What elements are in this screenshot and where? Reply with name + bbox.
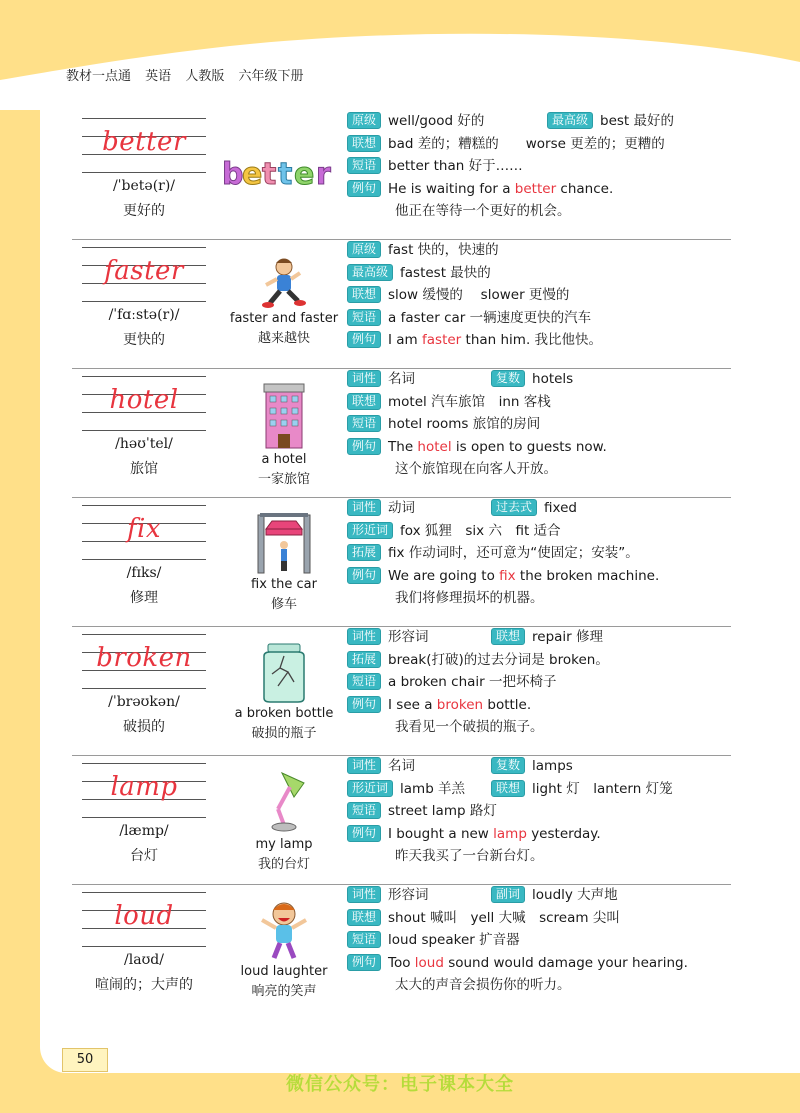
caption-en: fix the car xyxy=(251,577,317,592)
entry-meaning: 喧闹的；大声的 xyxy=(95,977,193,993)
entry-meaning: 修理 xyxy=(130,590,158,606)
example-row xyxy=(347,565,731,588)
image-caption xyxy=(212,962,356,1002)
entry-details xyxy=(347,110,731,223)
entry-meaning: 台灯 xyxy=(130,848,158,864)
detail-row xyxy=(347,520,731,543)
detail-text: well/good 好的 xyxy=(388,113,485,129)
car-lift-image xyxy=(220,511,348,575)
detail-row xyxy=(347,907,731,930)
entry-phonetic: /ˈbrəʊkən/ xyxy=(108,694,180,710)
tag-label: 词性 xyxy=(347,499,381,516)
entry-phonetic: /læmp/ xyxy=(119,823,169,839)
tag-label: 副词 xyxy=(491,886,525,903)
detail-row xyxy=(347,755,731,778)
translation-row: 昨天我买了一台新台灯。 xyxy=(395,848,544,865)
entry-details xyxy=(347,884,731,997)
detail-text: loudly 大声地 xyxy=(532,887,618,903)
tag-label: 复数 xyxy=(491,370,525,387)
example-text: I am xyxy=(388,332,423,349)
svg-text:t: t xyxy=(262,157,277,192)
tag-label: 例句 xyxy=(347,696,381,713)
laughing-child-image xyxy=(220,898,348,962)
header-grade: 六年级下册 xyxy=(238,69,304,84)
tag-label: 短语 xyxy=(347,309,381,326)
detail-row xyxy=(347,262,731,285)
highlight-word: better xyxy=(514,180,557,197)
detail-row xyxy=(347,133,731,156)
tag-label: 例句 xyxy=(347,180,381,197)
broken-bottle-image xyxy=(220,642,348,704)
tag-label: 例句 xyxy=(347,825,381,842)
example-text: than him. 我比他快。 xyxy=(461,332,603,349)
tag-label: 短语 xyxy=(347,673,381,690)
example-text: chance. xyxy=(556,180,614,197)
tag-label: 词性 xyxy=(347,370,381,387)
caption-zh: 响亮的笑声 xyxy=(251,984,317,999)
detail-row xyxy=(347,307,731,330)
detail-row xyxy=(347,778,731,801)
detail-text: street lamp 路灯 xyxy=(388,803,497,820)
detail-text: best 最好的 xyxy=(600,113,675,129)
translation-row: 太大的声音会损伤你的听力。 xyxy=(395,977,571,994)
tag-label: 联想 xyxy=(347,393,381,410)
entry-word: broken xyxy=(96,643,192,673)
example-row xyxy=(347,694,731,717)
detail-row xyxy=(347,626,731,649)
tag-label: 原级 xyxy=(347,241,381,258)
tag-label: 形近词 xyxy=(347,780,393,797)
entry-word: loud xyxy=(114,901,174,931)
tag-label: 短语 xyxy=(347,931,381,948)
better-letters-image xyxy=(220,128,348,196)
example-text: We are going to xyxy=(388,567,500,584)
translation-row: 这个旅馆现在向客人开放。 xyxy=(395,461,557,478)
tag-label: 联想 xyxy=(491,780,525,797)
tag-label: 短语 xyxy=(347,415,381,432)
caption-en: a hotel xyxy=(261,452,307,467)
detail-text: shout 喊叫 yell 大喊 scream 尖叫 xyxy=(388,909,620,926)
caption-en: my lamp xyxy=(255,837,313,852)
entry-word: faster xyxy=(104,256,184,286)
page-header xyxy=(0,0,800,110)
detail-text: a faster car 一辆速度更快的汽车 xyxy=(388,309,592,326)
page-number: 50 xyxy=(62,1048,108,1072)
tag-label: 词性 xyxy=(347,628,381,645)
detail-text: 形容词 xyxy=(388,887,429,903)
detail-row xyxy=(347,110,731,133)
tag-label: 原级 xyxy=(347,112,381,129)
entry-faster xyxy=(72,239,731,369)
caption-zh: 越来越快 xyxy=(257,331,310,346)
svg-text:r: r xyxy=(316,157,331,192)
detail-text: 名词 xyxy=(388,371,416,387)
watermark-text: 微信公众号：电子课本大全 xyxy=(286,1074,514,1095)
detail-text: fix 作动词时，还可意为“使固定；安装”。 xyxy=(388,545,639,562)
example-text: sound would damage your hearing. xyxy=(443,954,688,971)
entry-meaning: 更好的 xyxy=(123,203,165,219)
running-boy-image xyxy=(220,257,348,311)
entry-meaning: 更快的 xyxy=(123,332,165,348)
detail-text: fixed xyxy=(544,500,577,516)
tag-label: 拓展 xyxy=(347,544,381,561)
example-text: the broken machine. xyxy=(515,567,660,584)
detail-row xyxy=(347,497,731,520)
entry-details xyxy=(347,626,731,739)
detail-text: bad 差的；糟糕的 worse 更差的；更糟的 xyxy=(388,135,665,152)
entry-word: hotel xyxy=(109,385,179,415)
tag-label: 短语 xyxy=(347,157,381,174)
entry-phonetic: /ˈfɑːstə(r)/ xyxy=(108,307,180,323)
detail-text: fast 快的，快速的 xyxy=(388,242,499,258)
tag-label: 短语 xyxy=(347,802,381,819)
caption-zh: 一家旅馆 xyxy=(257,472,310,487)
caption-en: loud laughter xyxy=(240,964,328,979)
svg-text:e: e xyxy=(242,157,263,192)
detail-text: repair 修理 xyxy=(532,629,604,645)
hotel-building-image xyxy=(220,380,348,450)
detail-text: lamb 羊羔 xyxy=(400,780,466,797)
tag-label: 联想 xyxy=(347,135,381,152)
example-row xyxy=(347,436,731,459)
entry-hotel xyxy=(72,368,731,498)
page-margin xyxy=(0,0,40,1113)
caption-zh: 我的台灯 xyxy=(257,857,310,872)
translation-row: 他正在等待一个更好的机会。 xyxy=(395,203,571,220)
entry-details xyxy=(347,755,731,868)
header-subject: 英语 xyxy=(145,69,172,84)
entry-phonetic: /həʊˈtel/ xyxy=(115,436,173,452)
detail-text: motel 汽车旅馆 inn 客栈 xyxy=(388,393,551,410)
example-text: I see a xyxy=(388,696,437,713)
detail-text: 动词 xyxy=(388,500,416,516)
tag-label: 例句 xyxy=(347,331,381,348)
detail-row xyxy=(347,391,731,414)
detail-row xyxy=(347,413,731,436)
highlight-word: lamp xyxy=(493,825,527,842)
tag-label: 过去式 xyxy=(491,499,537,516)
detail-row xyxy=(347,884,731,907)
entry-word: fix xyxy=(126,514,162,544)
example-row xyxy=(347,823,731,846)
entry-details xyxy=(347,497,731,610)
highlight-word: fix xyxy=(499,567,516,584)
entry-meaning: 旅馆 xyxy=(130,461,158,477)
image-caption xyxy=(212,575,356,615)
tag-label: 词性 xyxy=(347,757,381,774)
detail-text: better than 好于…… xyxy=(388,158,523,175)
caption-en: faster and faster xyxy=(229,311,339,326)
highlight-word: hotel xyxy=(417,438,452,455)
detail-text: slow 缓慢的 slower 更慢的 xyxy=(388,287,570,304)
detail-row xyxy=(347,155,731,178)
detail-text: loud speaker 扩音器 xyxy=(388,932,520,949)
entry-phonetic: /ˈbetə(r)/ xyxy=(112,178,176,194)
example-text: Too xyxy=(388,954,415,971)
example-row xyxy=(347,329,731,352)
caption-zh: 修车 xyxy=(270,597,297,612)
translation-row: 我们将修理损坏的机器。 xyxy=(395,590,544,607)
entry-phonetic: /fɪks/ xyxy=(126,565,162,581)
entry-loud xyxy=(72,884,731,1013)
detail-row xyxy=(347,649,731,672)
tag-label: 形近词 xyxy=(347,522,393,539)
tag-label: 联想 xyxy=(491,628,525,645)
highlight-word: faster xyxy=(422,332,462,349)
detail-text: 形容词 xyxy=(388,629,429,645)
entry-details xyxy=(347,239,731,352)
desk-lamp-image xyxy=(220,769,348,833)
detail-text: fastest 最快的 xyxy=(400,264,491,281)
detail-row xyxy=(347,671,731,694)
image-caption xyxy=(212,704,356,744)
highlight-word: broken xyxy=(436,696,484,713)
example-text: bottle. xyxy=(483,696,532,713)
entry-meaning: 破损的 xyxy=(123,719,165,735)
tag-label: 词性 xyxy=(347,886,381,903)
detail-row xyxy=(347,368,731,391)
highlight-word: loud xyxy=(414,954,444,971)
detail-row xyxy=(347,800,731,823)
detail-text: break(打破)的过去分词是 broken。 xyxy=(388,651,609,668)
tag-label: 例句 xyxy=(347,954,381,971)
detail-row xyxy=(347,542,731,565)
detail-text: hotels xyxy=(532,371,574,387)
image-caption xyxy=(212,309,356,349)
detail-text: hotel rooms 旅馆的房间 xyxy=(388,416,541,433)
tag-label: 最高级 xyxy=(547,112,593,129)
entry-fix xyxy=(72,497,731,627)
header-book: 教材一点通 xyxy=(66,69,132,84)
example-row xyxy=(347,952,731,975)
svg-text:e: e xyxy=(294,157,315,192)
example-text: yesterday. xyxy=(526,825,601,842)
tag-label: 复数 xyxy=(491,757,525,774)
example-text: He is waiting for a xyxy=(388,180,515,197)
example-text: is open to guests now. xyxy=(451,438,607,455)
tag-label: 例句 xyxy=(347,438,381,455)
detail-row xyxy=(347,284,731,307)
image-caption xyxy=(212,450,356,490)
entry-phonetic: /laʊd/ xyxy=(124,952,164,968)
caption-zh: 破损的瓶子 xyxy=(251,726,317,741)
detail-text: a broken chair 一把坏椅子 xyxy=(388,674,557,691)
entry-details xyxy=(347,368,731,481)
svg-text:t: t xyxy=(278,157,293,192)
tag-label: 例句 xyxy=(347,567,381,584)
entry-broken xyxy=(72,626,731,756)
detail-row xyxy=(347,239,731,262)
example-text: The xyxy=(388,438,418,455)
detail-text: light 灯 lantern 灯笼 xyxy=(532,780,673,797)
entry-word: better xyxy=(102,127,186,157)
svg-text:b: b xyxy=(222,157,244,192)
detail-text: 名词 xyxy=(388,758,416,774)
tag-label: 联想 xyxy=(347,286,381,303)
entry-better xyxy=(72,110,731,240)
translation-row: 我看见一个破损的瓶子。 xyxy=(395,719,544,736)
tag-label: 联想 xyxy=(347,909,381,926)
header-title xyxy=(66,65,313,84)
detail-text: fox 狐狸 six 六 fit 适合 xyxy=(400,522,561,539)
caption-en: a broken bottle xyxy=(234,706,334,721)
example-text: I bought a new xyxy=(388,825,494,842)
detail-row xyxy=(347,929,731,952)
entry-word: lamp xyxy=(110,772,178,802)
tag-label: 拓展 xyxy=(347,651,381,668)
image-caption xyxy=(212,835,356,875)
tag-label: 最高级 xyxy=(347,264,393,281)
header-edition: 人教版 xyxy=(185,69,225,84)
example-row xyxy=(347,178,731,201)
detail-text: lamps xyxy=(532,758,573,774)
entry-lamp xyxy=(72,755,731,885)
